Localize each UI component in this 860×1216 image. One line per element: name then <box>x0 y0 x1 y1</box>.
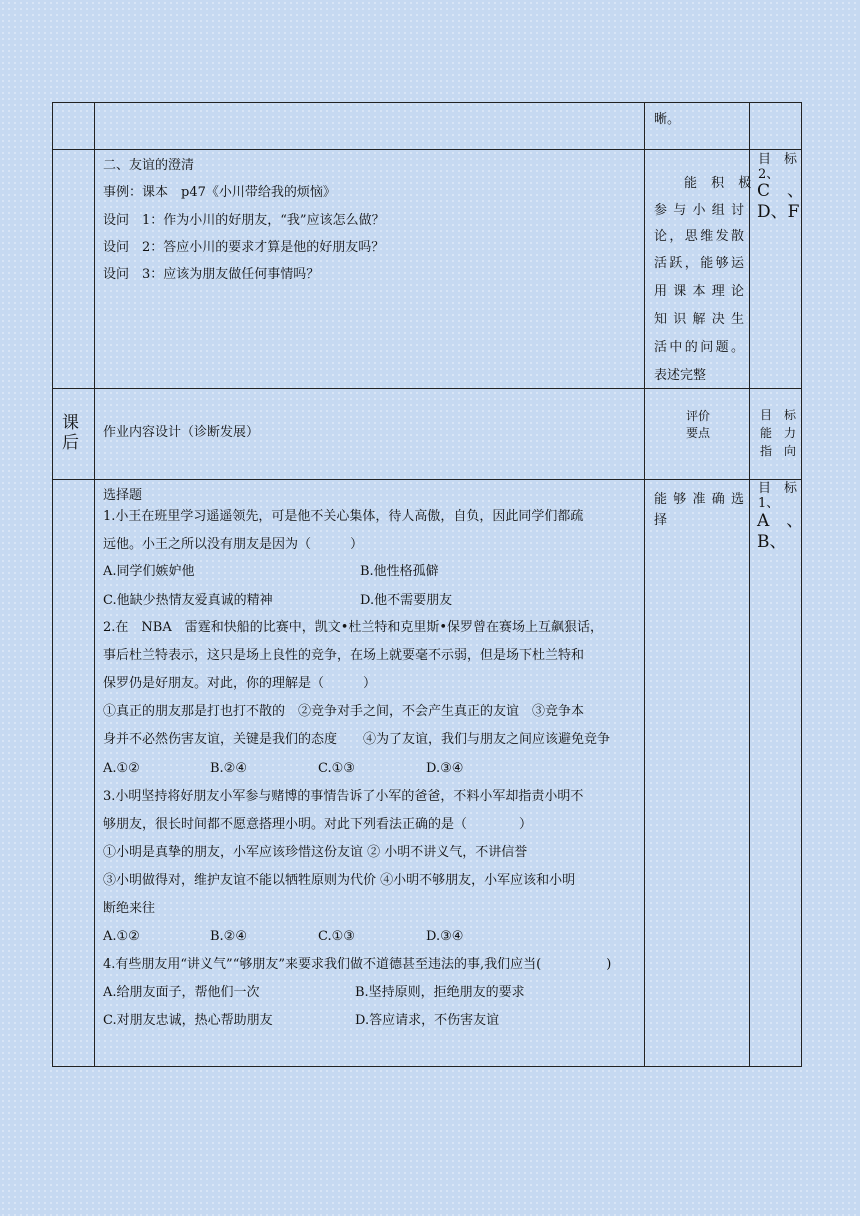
eval-line: 知识解决生 <box>654 312 744 327</box>
eval-line: 择 <box>654 513 668 528</box>
option-d: D.他不需要朋友 <box>360 593 453 608</box>
eval-line: 能 积 极 <box>684 176 757 191</box>
question-text: 1.小王在班里学习遥遥领先，可是他不关心集体，待人高傲，自负，因此同学们都疏 <box>103 509 584 524</box>
col-divider <box>644 102 645 1067</box>
row2-question: 设问 1：作为小川的好朋友，“我”应该怎么做？ <box>103 213 385 228</box>
option-a: A.①② <box>103 929 140 944</box>
row2-question: 设问 3：应该为朋友做任何事情吗？ <box>103 267 320 282</box>
question-text: 事后杜兰特表示，这只是场上良性的竞争，在场上就要毫不示弱，但是场下杜兰特和 <box>103 648 585 663</box>
row-divider <box>52 1066 802 1067</box>
question-text: ①小明是真挚的朋友，小军应该珍惜这份友谊 ② 小明不讲义气，不讲信誉 <box>103 845 528 860</box>
row1-eval-text: 晰。 <box>654 112 681 127</box>
option-b: B.坚持原则，拒绝朋友的要求 <box>355 985 525 1000</box>
option-c: C.对朋友忠诚，热心帮助朋友 <box>103 1013 273 1028</box>
target-line: D、F <box>757 202 800 222</box>
col-divider <box>52 102 53 1067</box>
target-line: 目 标 <box>758 481 798 496</box>
option-c: C.①③ <box>318 929 355 944</box>
eval-header: 评价 <box>686 409 711 423</box>
row2-question: 设问 2：答应小川的要求才算是他的好朋友吗？ <box>103 240 385 255</box>
target-header: 指 向 <box>760 444 797 458</box>
eval-line: 用课本理论 <box>654 284 744 299</box>
target-line: C 、 <box>757 181 805 201</box>
target-line: A 、 <box>757 511 804 531</box>
option-a: A.给朋友面子，帮他们一次 <box>103 985 260 1000</box>
quiz-heading: 选择题 <box>103 488 143 503</box>
eval-line: 表述完整 <box>654 368 707 383</box>
option-a: A.①② <box>103 761 140 776</box>
question-text: 够朋友，很长时间都不愿意搭理小明。对此下列看法正确的是（ ） <box>103 817 533 832</box>
question-text: 身并不必然伤害友谊，关键是我们的态度 ④为了友谊，我们与朋友之间应该避免竞争 <box>103 732 611 747</box>
eval-line: 参与小组讨 <box>654 203 744 218</box>
homework-design-title: 作业内容设计（诊断发展） <box>103 425 260 440</box>
option-b: B.②④ <box>210 929 247 944</box>
row-divider <box>52 479 802 480</box>
target-line: 目 标 <box>758 152 798 167</box>
question-text: 远他。小王之所以没有朋友是因为（ ） <box>103 537 364 552</box>
option-b: B.②④ <box>210 761 247 776</box>
col-divider <box>94 102 95 1067</box>
option-d: D.③④ <box>426 929 464 944</box>
col-divider <box>749 102 750 1067</box>
question-text: 3.小明坚持将好朋友小军参与赌博的事情告诉了小军的爸爸，不料小军却指责小明不 <box>103 789 584 804</box>
option-a: A.同学们嫉妒他 <box>103 564 195 579</box>
row2-example: 事例：课本 p47《小川带给我的烦恼》 <box>103 185 336 200</box>
question-text: 2.在 NBA 雷霆和快船的比赛中，凯文•杜兰特和克里斯•保罗曾在赛场上互飙狠话， <box>103 620 604 635</box>
eval-line: 论，思维发散 <box>654 229 744 244</box>
question-text: 4.有些朋友用“讲义气”“够朋友”来要求我们做不道德甚至违法的事,我们应当( ) <box>103 957 612 972</box>
option-b: B.他性格孤僻 <box>360 564 439 579</box>
option-d: D.③④ <box>426 761 464 776</box>
question-text: 保罗仍是好朋友。对此，你的理解是（ ） <box>103 676 377 691</box>
question-text: ①真正的朋友那是打也打不散的 ②竞争对手之间，不会产生真正的友谊 ③竞争本 <box>103 704 585 719</box>
eval-line: 活中的问题。 <box>654 340 744 355</box>
col-divider <box>801 102 802 1067</box>
question-text: ③小明做得对，维护友谊不能以牺牲原则为代价 ④小明不够朋友，小军应该和小明 <box>103 873 576 888</box>
option-d: D.答应请求，不伤害友谊 <box>355 1013 500 1028</box>
eval-line: 能够准确选 <box>654 492 744 507</box>
target-header: 目 标 <box>760 408 797 422</box>
after-class-label: 后 <box>62 433 79 453</box>
question-text: 断绝来往 <box>103 901 156 916</box>
row2-heading: 二、友谊的澄清 <box>103 158 195 173</box>
target-header: 能 力 <box>760 426 797 440</box>
option-c: C.①③ <box>318 761 355 776</box>
row-divider <box>52 102 802 103</box>
after-class-label: 课 <box>62 413 79 433</box>
target-line: B、 <box>757 532 787 552</box>
option-c: C.他缺少热情友爱真诚的精神 <box>103 593 273 608</box>
eval-line: 活跃，能够运 <box>654 256 744 271</box>
target-line: 1、 <box>758 496 780 511</box>
eval-header: 要点 <box>686 426 711 440</box>
row-divider <box>52 149 802 150</box>
target-line: 2、 <box>758 167 780 182</box>
